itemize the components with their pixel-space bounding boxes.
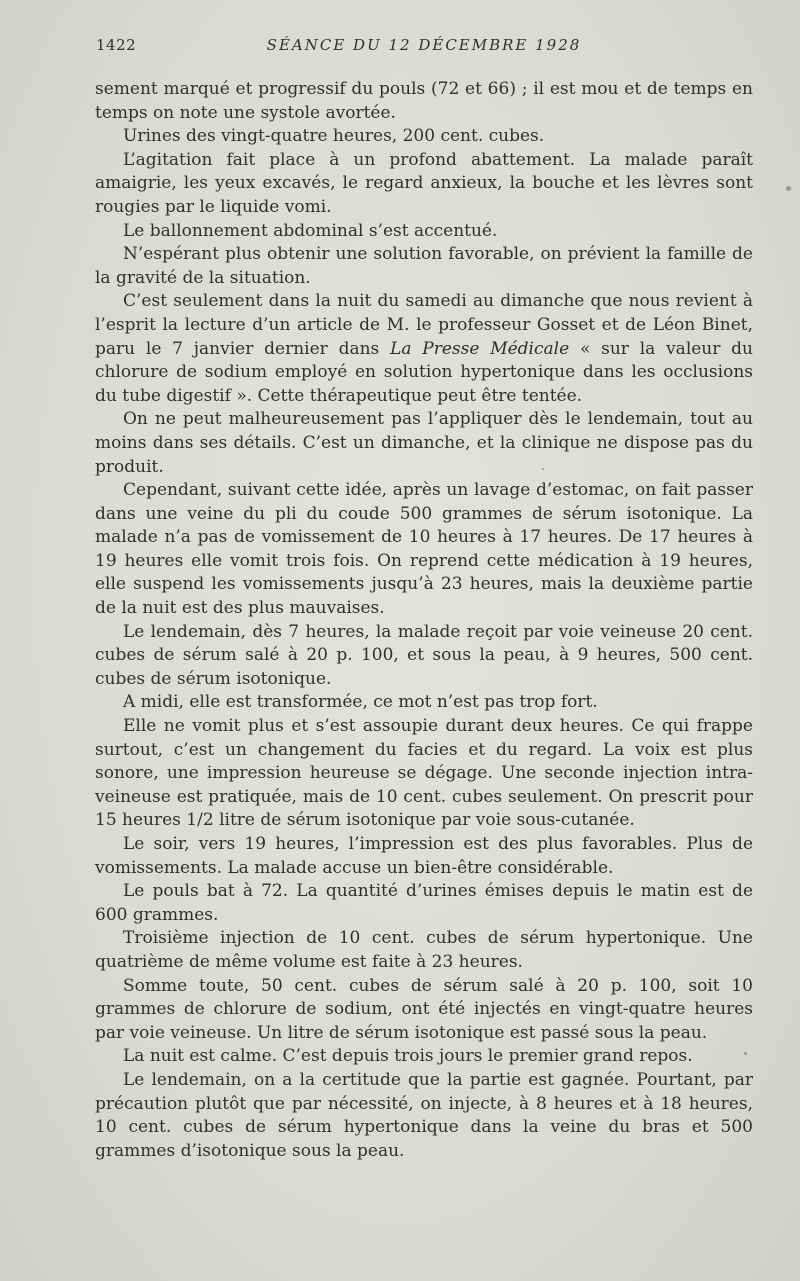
paragraph: La nuit est calme. C’est depuis trois jours le premier grand repos. [123, 1046, 693, 1067]
paragraph-text: C’est seulement dans la nuit du samedi au dimanche que nous revient à l’esprit la lecture d’un article de M. le professeur Gosset et de Léon Binet, paru le 7 janvier dernier dans [95, 291, 753, 359]
page-number: 1422 [96, 36, 137, 54]
paper-speck [542, 468, 544, 470]
paragraph: Elle ne vomit plus et s’est assoupie durant deux heures. Ce qui frappe surtout, c’est un changement du facies et du regard. La voix est plus sonore, une impression heureuse se dégage. Une seconde injection intra-veineuse est pratiquée, mais de 10 cent. cubes seulement. On prescrit pour 15 heures 1/2 litre de sérum isotonique par voie sous-cutanée. [95, 716, 753, 831]
paragraph: N’espérant plus obtenir une solution favorable, on prévient la famille de la gravité de la situation. [95, 244, 753, 288]
paper-speck [786, 186, 791, 191]
paragraph: On ne peut malheureusement pas l’appliquer dès le lendemain, tout au moins dans ses détails. C’est un dimanche, et la clinique ne dispose pas du produit. [95, 409, 753, 477]
paragraph: L’agitation fait place à un profond abattement. La malade paraît amaigrie, les yeux excavés, le regard anxieux, la bouche et les lèvres sont rougies par le liquide vomi. [95, 149, 753, 217]
paragraph: sement marqué et progressif du pouls (72 et 66) ; il est mou et de temps en temps on note une systole avortée. [95, 79, 753, 123]
paragraph: Cependant, suivant cette idée, après un lavage d’estomac, on fait passer dans une veine du pli du coude 500 grammes de sérum isotonique. La malade n’a pas de vomissement de 10 heures à 17 heures. De 17 heures à 19 heures elle vomit trois fois. On reprend cette médication à 19 heures, elle suspend les vomissements jusqu’à 23 heures, mais la deuxième partie de la nuit est des plus mauvaises. [95, 480, 753, 619]
paragraph: Le soir, vers 19 heures, l’impression est des plus favorables. Plus de vomissements. La malade accuse un bien-être considérable. [95, 834, 753, 878]
paragraph: Le lendemain, dès 7 heures, la malade reçoit par voie veineuse 20 cent. cubes de sérum salé à 20 p. 100, et sous la peau, à 9 heures, 500 cent. cubes de sérum isotonique. [95, 621, 753, 689]
paragraph: Somme toute, 50 cent. cubes de sérum salé à 20 p. 100, soit 10 grammes de chlorure de sodium, ont été injectés en vingt-quatre heures par voie veineuse. Un litre de sérum isotonique est passé sous la peau. [95, 975, 753, 1043]
paragraph: Troisième injection de 10 cent. cubes de sérum hypertonique. Une quatrième de même volume est faite à 23 heures. [95, 928, 753, 972]
paragraph: A midi, elle est transformée, ce mot n’est pas trop fort. [123, 692, 598, 713]
paper-speck [744, 1052, 747, 1055]
paragraph: Urines des vingt-quatre heures, 200 cent. cubes. [123, 126, 545, 147]
paragraph: Le lendemain, on a la certitude que la partie est gagnée. Pourtant, par précaution plutôt que par nécessité, on injecte, à 8 heures et à 18 heures, 10 cent. cubes de sérum hypertonique dans la veine du bras et 500 grammes d’isotonique sous la peau. [95, 1069, 753, 1161]
citation-text: « sur la valeur du chlorure de sodium employé en solution hypertonique dans les occlusions du tube digestif ». Cette thérapeutique peut être tentée. [95, 338, 754, 406]
page-header [96, 36, 752, 58]
journal-title: La Presse Médicale [390, 338, 570, 359]
paragraph: Le ballonnement abdominal s’est accentué. [123, 220, 498, 241]
running-title: SÉANCE DU 12 DÉCEMBRE 1928 [266, 36, 582, 54]
body-text [95, 78, 753, 1163]
paragraph-with-citation [95, 290, 753, 408]
paragraph: Le pouls bat à 72. La quantité d’urines émises depuis le matin est de 600 grammes. [95, 881, 753, 925]
